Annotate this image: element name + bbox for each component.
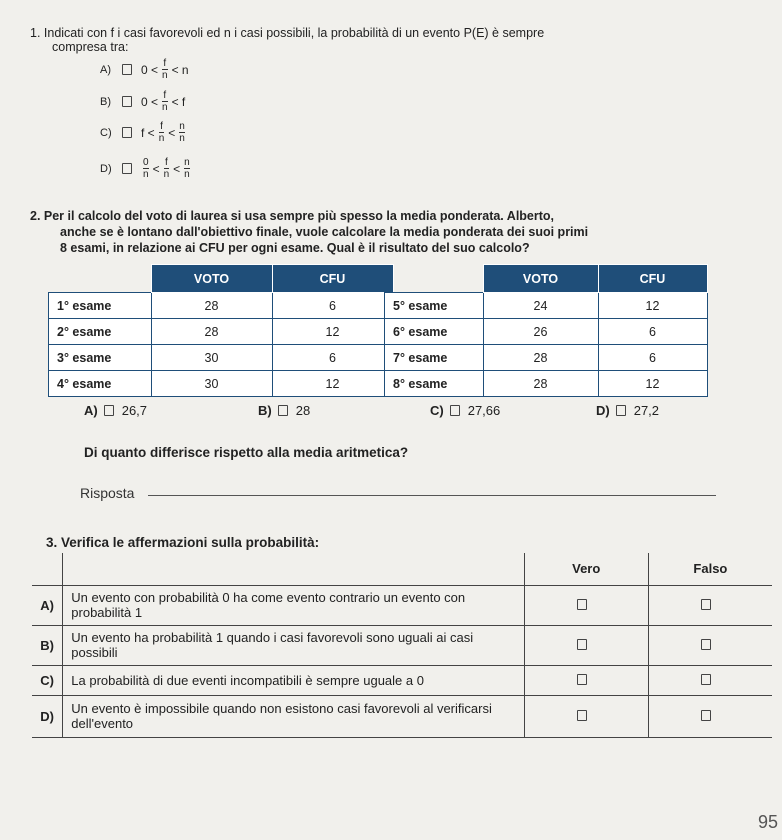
true-false-table — [32, 553, 772, 738]
q1-option-b-checkbox[interactable] — [122, 96, 132, 107]
table-row: 7° esame 28 6 — [385, 345, 708, 371]
q3-a-vero-checkbox[interactable] — [577, 599, 587, 610]
q3-a-falso-checkbox[interactable] — [701, 599, 711, 610]
table-row: 8° esame 28 12 — [385, 371, 708, 397]
question-3-title: 3. Verifica le affermazioni sulla probabilità: — [46, 535, 320, 550]
q3-d-vero-checkbox[interactable] — [577, 710, 587, 721]
q1-option-b: B) 0 < $\frac{f}{n}$ < f — [100, 90, 186, 113]
q1-option-d-checkbox[interactable] — [122, 163, 132, 174]
q2-answer-d-checkbox[interactable] — [616, 405, 626, 416]
col-voto: VOTO — [151, 265, 272, 293]
table-row: 2° esame 28 12 — [49, 319, 394, 345]
q2-line2: anche se è lontano dall'obiettivo finale, vuole calcolare la media ponderata dei suoi primi — [60, 225, 589, 239]
q3-c-falso-checkbox[interactable] — [701, 674, 711, 685]
risposta-label: Risposta — [80, 485, 135, 501]
col-vero: Vero — [524, 553, 648, 585]
q1-option-d: D) $\frac{0}{n}$ < $\frac{f}{n}$ < $\frac{n}{n}$ — [100, 157, 190, 180]
table-row: 3° esame 30 6 — [49, 345, 394, 371]
page-number: 95 — [758, 812, 779, 832]
col-falso: Falso — [648, 553, 772, 585]
q3-d-falso-checkbox[interactable] — [701, 710, 711, 721]
answer-line[interactable] — [148, 495, 716, 496]
table-row: B) Un evento ha probabilità 1 quando i casi favorevoli sono uguali ai casi possibili — [32, 625, 772, 665]
q2-followup: Di quanto differisce rispetto alla media aritmetica? — [84, 445, 409, 460]
table-row: 1° esame 28 6 — [49, 293, 394, 319]
col-voto: VOTO — [483, 265, 598, 293]
grades-table-left — [48, 264, 394, 397]
table-row: C) La probabilità di due eventi incompatibili è sempre uguale a 0 — [32, 665, 772, 695]
q1-option-c-checkbox[interactable] — [122, 127, 132, 138]
table-row: 5° esame 24 12 — [385, 293, 708, 319]
q3-c-vero-checkbox[interactable] — [577, 674, 587, 685]
q1-option-a: A) 0 < $\frac{f}{n}$ < n — [100, 58, 189, 81]
q2-line1: 2. Per il calcolo del voto di laurea si usa sempre più spesso la media ponderata. Alberto, — [30, 209, 555, 223]
q1-option-a-checkbox[interactable] — [122, 64, 132, 75]
q2-answer-c-checkbox[interactable] — [450, 405, 460, 416]
table-row: A) Un evento con probabilità 0 ha come evento contrario un evento con probabilità 1 — [32, 585, 772, 625]
col-cfu: CFU — [272, 265, 393, 293]
table-row: 4° esame 30 12 — [49, 371, 394, 397]
question-2-text — [30, 208, 690, 256]
grades-table-right — [384, 264, 708, 397]
q2-line3: 8 esami, in relazione ai CFU per ogni esame. Qual è il risultato del suo calcolo? — [60, 241, 530, 255]
table-row: D) Un evento è impossibile quando non esistono casi favorevoli al verificarsi dell'evento — [32, 695, 772, 737]
q2-answer-b-checkbox[interactable] — [278, 405, 288, 416]
q2-answer-a: A) 26,7 — [84, 403, 148, 418]
q2-answer-c: C) 27,66 — [430, 403, 501, 418]
q3-b-vero-checkbox[interactable] — [577, 639, 587, 650]
question-1-text — [30, 26, 670, 54]
table-row: 6° esame 26 6 — [385, 319, 708, 345]
q2-answer-d: D) 27,2 — [596, 403, 660, 418]
q1-line1: 1. Indicati con f i casi favorevoli ed n i casi possibili, la probabilità di un evento P(E) è sempre — [30, 26, 545, 40]
q2-answer-a-checkbox[interactable] — [104, 405, 114, 416]
col-cfu: CFU — [598, 265, 707, 293]
q1-option-c: C) f < $\frac{f}{n}$ < $\frac{n}{n}$ — [100, 121, 185, 144]
q2-answer-b: B) 28 — [258, 403, 311, 418]
q1-line2: compresa tra: — [52, 40, 129, 54]
q3-b-falso-checkbox[interactable] — [701, 639, 711, 650]
